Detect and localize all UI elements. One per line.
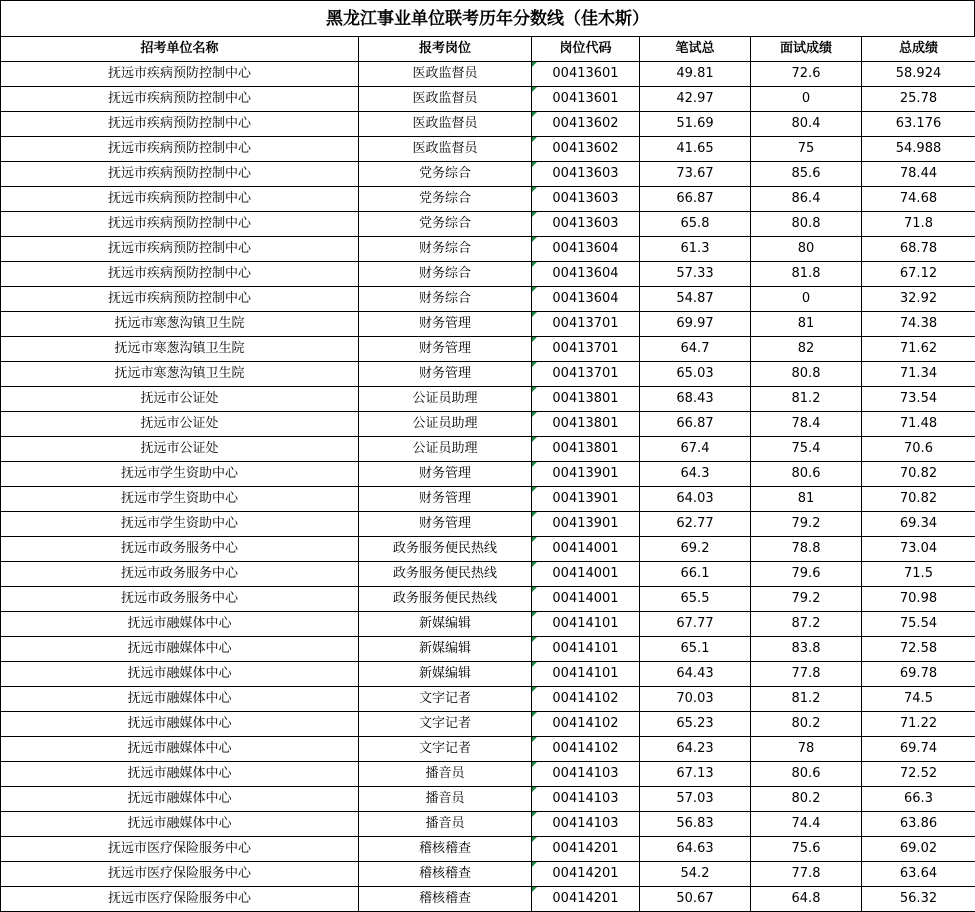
interview-score-cell: 81.2 bbox=[751, 687, 862, 712]
total-score-cell: 70.82 bbox=[862, 462, 975, 487]
unit-name-cell: 抚远市融媒体中心 bbox=[1, 812, 359, 837]
unit-name-cell: 抚远市疾病预防控制中心 bbox=[1, 287, 359, 312]
total-score-cell: 74.38 bbox=[862, 312, 975, 337]
unit-name-cell: 抚远市医疗保险服务中心 bbox=[1, 837, 359, 862]
header-position-code: 岗位代码 bbox=[532, 37, 640, 62]
position-cell: 财务管理 bbox=[359, 512, 532, 537]
interview-score-cell: 85.6 bbox=[751, 162, 862, 187]
total-score-cell: 69.78 bbox=[862, 662, 975, 687]
interview-score-cell: 81.8 bbox=[751, 262, 862, 287]
total-score-cell: 54.988 bbox=[862, 137, 975, 162]
written-score-cell: 65.03 bbox=[640, 362, 751, 387]
table-row bbox=[1, 887, 975, 912]
unit-name-cell: 抚远市政务服务中心 bbox=[1, 562, 359, 587]
position-cell: 医政监督员 bbox=[359, 87, 532, 112]
table-row bbox=[1, 687, 975, 712]
written-score-cell: 64.3 bbox=[640, 462, 751, 487]
table-row bbox=[1, 712, 975, 737]
interview-score-cell: 75.4 bbox=[751, 437, 862, 462]
interview-score-cell: 86.4 bbox=[751, 187, 862, 212]
unit-name-cell: 抚远市融媒体中心 bbox=[1, 637, 359, 662]
table-row bbox=[1, 162, 975, 187]
position-code-cell: 00413901 bbox=[532, 462, 640, 487]
table-row bbox=[1, 512, 975, 537]
unit-name-cell: 抚远市公证处 bbox=[1, 437, 359, 462]
position-code-cell: 00414001 bbox=[532, 562, 640, 587]
unit-name-cell: 抚远市公证处 bbox=[1, 387, 359, 412]
interview-score-cell: 80 bbox=[751, 237, 862, 262]
position-cell: 医政监督员 bbox=[359, 62, 532, 87]
table-row bbox=[1, 412, 975, 437]
table-row bbox=[1, 837, 975, 862]
table-row bbox=[1, 662, 975, 687]
position-cell: 医政监督员 bbox=[359, 112, 532, 137]
table-row bbox=[1, 637, 975, 662]
position-cell: 文字记者 bbox=[359, 737, 532, 762]
unit-name-cell: 抚远市疾病预防控制中心 bbox=[1, 262, 359, 287]
position-code-cell: 00413603 bbox=[532, 212, 640, 237]
position-cell: 新媒编辑 bbox=[359, 662, 532, 687]
table-row bbox=[1, 462, 975, 487]
interview-score-cell: 82 bbox=[751, 337, 862, 362]
written-score-cell: 42.97 bbox=[640, 87, 751, 112]
unit-name-cell: 抚远市学生资助中心 bbox=[1, 512, 359, 537]
position-cell: 文字记者 bbox=[359, 687, 532, 712]
table-row bbox=[1, 137, 975, 162]
interview-score-cell: 78.8 bbox=[751, 537, 862, 562]
header-written-score: 笔试总 bbox=[640, 37, 751, 62]
unit-name-cell: 抚远市疾病预防控制中心 bbox=[1, 237, 359, 262]
position-cell: 播音员 bbox=[359, 762, 532, 787]
total-score-cell: 71.62 bbox=[862, 337, 975, 362]
written-score-cell: 67.13 bbox=[640, 762, 751, 787]
score-table bbox=[0, 36, 975, 912]
total-score-cell: 74.68 bbox=[862, 187, 975, 212]
total-score-cell: 69.02 bbox=[862, 837, 975, 862]
interview-score-cell: 79.6 bbox=[751, 562, 862, 587]
interview-score-cell: 77.8 bbox=[751, 862, 862, 887]
table-row bbox=[1, 587, 975, 612]
written-score-cell: 41.65 bbox=[640, 137, 751, 162]
total-score-cell: 70.6 bbox=[862, 437, 975, 462]
position-cell: 医政监督员 bbox=[359, 137, 532, 162]
position-cell: 新媒编辑 bbox=[359, 612, 532, 637]
position-code-cell: 00414201 bbox=[532, 862, 640, 887]
total-score-cell: 71.22 bbox=[862, 712, 975, 737]
position-code-cell: 00413602 bbox=[532, 137, 640, 162]
position-code-cell: 00413801 bbox=[532, 437, 640, 462]
unit-name-cell: 抚远市融媒体中心 bbox=[1, 762, 359, 787]
total-score-cell: 32.92 bbox=[862, 287, 975, 312]
table-row bbox=[1, 337, 975, 362]
interview-score-cell: 80.6 bbox=[751, 462, 862, 487]
table-row bbox=[1, 87, 975, 112]
written-score-cell: 67.4 bbox=[640, 437, 751, 462]
unit-name-cell: 抚远市融媒体中心 bbox=[1, 612, 359, 637]
position-code-cell: 00414102 bbox=[532, 712, 640, 737]
unit-name-cell: 抚远市寒葱沟镇卫生院 bbox=[1, 362, 359, 387]
position-code-cell: 00413801 bbox=[532, 387, 640, 412]
total-score-cell: 74.5 bbox=[862, 687, 975, 712]
total-score-cell: 63.86 bbox=[862, 812, 975, 837]
position-cell: 财务管理 bbox=[359, 462, 532, 487]
written-score-cell: 69.97 bbox=[640, 312, 751, 337]
interview-score-cell: 79.2 bbox=[751, 512, 862, 537]
unit-name-cell: 抚远市公证处 bbox=[1, 412, 359, 437]
written-score-cell: 69.2 bbox=[640, 537, 751, 562]
written-score-cell: 56.83 bbox=[640, 812, 751, 837]
total-score-cell: 25.78 bbox=[862, 87, 975, 112]
position-code-cell: 00413701 bbox=[532, 312, 640, 337]
table-row bbox=[1, 562, 975, 587]
position-cell: 财务管理 bbox=[359, 487, 532, 512]
written-score-cell: 65.1 bbox=[640, 637, 751, 662]
total-score-cell: 68.78 bbox=[862, 237, 975, 262]
total-score-cell: 71.5 bbox=[862, 562, 975, 587]
position-code-cell: 00414101 bbox=[532, 662, 640, 687]
position-code-cell: 00413603 bbox=[532, 187, 640, 212]
header-row bbox=[1, 37, 975, 62]
interview-score-cell: 75 bbox=[751, 137, 862, 162]
written-score-cell: 66.87 bbox=[640, 412, 751, 437]
unit-name-cell: 抚远市融媒体中心 bbox=[1, 687, 359, 712]
total-score-cell: 56.32 bbox=[862, 887, 975, 912]
table-row bbox=[1, 487, 975, 512]
total-score-cell: 63.176 bbox=[862, 112, 975, 137]
written-score-cell: 57.33 bbox=[640, 262, 751, 287]
interview-score-cell: 78 bbox=[751, 737, 862, 762]
position-cell: 公证员助理 bbox=[359, 387, 532, 412]
total-score-cell: 71.34 bbox=[862, 362, 975, 387]
position-cell: 财务管理 bbox=[359, 362, 532, 387]
interview-score-cell: 74.4 bbox=[751, 812, 862, 837]
position-cell: 播音员 bbox=[359, 812, 532, 837]
interview-score-cell: 80.2 bbox=[751, 712, 862, 737]
table-row bbox=[1, 287, 975, 312]
table-row bbox=[1, 212, 975, 237]
table-row bbox=[1, 862, 975, 887]
interview-score-cell: 83.8 bbox=[751, 637, 862, 662]
position-cell: 文字记者 bbox=[359, 712, 532, 737]
total-score-cell: 73.54 bbox=[862, 387, 975, 412]
interview-score-cell: 78.4 bbox=[751, 412, 862, 437]
position-cell: 党务综合 bbox=[359, 212, 532, 237]
table-row bbox=[1, 312, 975, 337]
unit-name-cell: 抚远市寒葱沟镇卫生院 bbox=[1, 337, 359, 362]
unit-name-cell: 抚远市疾病预防控制中心 bbox=[1, 187, 359, 212]
interview-score-cell: 81.2 bbox=[751, 387, 862, 412]
position-code-cell: 00413604 bbox=[532, 237, 640, 262]
table-row bbox=[1, 237, 975, 262]
position-cell: 稽核稽查 bbox=[359, 837, 532, 862]
table-row bbox=[1, 737, 975, 762]
position-cell: 稽核稽查 bbox=[359, 887, 532, 912]
position-code-cell: 00413701 bbox=[532, 337, 640, 362]
total-score-cell: 63.64 bbox=[862, 862, 975, 887]
unit-name-cell: 抚远市疾病预防控制中心 bbox=[1, 137, 359, 162]
table-row bbox=[1, 612, 975, 637]
position-cell: 公证员助理 bbox=[359, 412, 532, 437]
total-score-cell: 75.54 bbox=[862, 612, 975, 637]
position-code-cell: 00413901 bbox=[532, 487, 640, 512]
unit-name-cell: 抚远市政务服务中心 bbox=[1, 537, 359, 562]
position-code-cell: 00414001 bbox=[532, 537, 640, 562]
unit-name-cell: 抚远市寒葱沟镇卫生院 bbox=[1, 312, 359, 337]
position-code-cell: 00413602 bbox=[532, 112, 640, 137]
total-score-cell: 72.52 bbox=[862, 762, 975, 787]
total-score-cell: 78.44 bbox=[862, 162, 975, 187]
written-score-cell: 65.8 bbox=[640, 212, 751, 237]
position-cell: 政务服务便民热线 bbox=[359, 537, 532, 562]
written-score-cell: 54.87 bbox=[640, 287, 751, 312]
position-cell: 新媒编辑 bbox=[359, 637, 532, 662]
written-score-cell: 66.1 bbox=[640, 562, 751, 587]
unit-name-cell: 抚远市疾病预防控制中心 bbox=[1, 62, 359, 87]
written-score-cell: 66.87 bbox=[640, 187, 751, 212]
header-interview-score: 面试成绩 bbox=[751, 37, 862, 62]
position-code-cell: 00414001 bbox=[532, 587, 640, 612]
position-code-cell: 00414103 bbox=[532, 812, 640, 837]
interview-score-cell: 0 bbox=[751, 287, 862, 312]
written-score-cell: 64.03 bbox=[640, 487, 751, 512]
unit-name-cell: 抚远市疾病预防控制中心 bbox=[1, 112, 359, 137]
table-row bbox=[1, 762, 975, 787]
interview-score-cell: 77.8 bbox=[751, 662, 862, 687]
position-cell: 财务综合 bbox=[359, 237, 532, 262]
interview-score-cell: 81 bbox=[751, 487, 862, 512]
interview-score-cell: 75.6 bbox=[751, 837, 862, 862]
position-code-cell: 00413604 bbox=[532, 287, 640, 312]
total-score-cell: 71.8 bbox=[862, 212, 975, 237]
position-code-cell: 00413701 bbox=[532, 362, 640, 387]
table-row bbox=[1, 787, 975, 812]
position-code-cell: 00414102 bbox=[532, 687, 640, 712]
unit-name-cell: 抚远市融媒体中心 bbox=[1, 712, 359, 737]
interview-score-cell: 80.6 bbox=[751, 762, 862, 787]
unit-name-cell: 抚远市学生资助中心 bbox=[1, 462, 359, 487]
interview-score-cell: 0 bbox=[751, 87, 862, 112]
position-cell: 财务管理 bbox=[359, 337, 532, 362]
header-unit-name: 招考单位名称 bbox=[1, 37, 359, 62]
table-row bbox=[1, 262, 975, 287]
interview-score-cell: 80.8 bbox=[751, 362, 862, 387]
total-score-cell: 73.04 bbox=[862, 537, 975, 562]
table-row bbox=[1, 537, 975, 562]
total-score-cell: 69.74 bbox=[862, 737, 975, 762]
total-score-cell: 70.82 bbox=[862, 487, 975, 512]
total-score-cell: 71.48 bbox=[862, 412, 975, 437]
position-code-cell: 00413801 bbox=[532, 412, 640, 437]
position-code-cell: 00414103 bbox=[532, 787, 640, 812]
unit-name-cell: 抚远市医疗保险服务中心 bbox=[1, 887, 359, 912]
table-row bbox=[1, 362, 975, 387]
unit-name-cell: 抚远市医疗保险服务中心 bbox=[1, 862, 359, 887]
written-score-cell: 51.69 bbox=[640, 112, 751, 137]
position-code-cell: 00413601 bbox=[532, 87, 640, 112]
position-cell: 政务服务便民热线 bbox=[359, 587, 532, 612]
written-score-cell: 64.63 bbox=[640, 837, 751, 862]
written-score-cell: 54.2 bbox=[640, 862, 751, 887]
position-cell: 党务综合 bbox=[359, 162, 532, 187]
position-code-cell: 00413601 bbox=[532, 62, 640, 87]
position-code-cell: 00414103 bbox=[532, 762, 640, 787]
interview-score-cell: 79.2 bbox=[751, 587, 862, 612]
table-row bbox=[1, 62, 975, 87]
interview-score-cell: 87.2 bbox=[751, 612, 862, 637]
unit-name-cell: 抚远市融媒体中心 bbox=[1, 787, 359, 812]
written-score-cell: 70.03 bbox=[640, 687, 751, 712]
unit-name-cell: 抚远市学生资助中心 bbox=[1, 487, 359, 512]
table-row bbox=[1, 437, 975, 462]
header-total-score: 总成绩 bbox=[862, 37, 975, 62]
position-code-cell: 00413901 bbox=[532, 512, 640, 537]
table-row bbox=[1, 387, 975, 412]
interview-score-cell: 64.8 bbox=[751, 887, 862, 912]
written-score-cell: 68.43 bbox=[640, 387, 751, 412]
total-score-cell: 67.12 bbox=[862, 262, 975, 287]
total-score-cell: 72.58 bbox=[862, 637, 975, 662]
written-score-cell: 49.81 bbox=[640, 62, 751, 87]
header-position: 报考岗位 bbox=[359, 37, 532, 62]
written-score-cell: 61.3 bbox=[640, 237, 751, 262]
table-row bbox=[1, 812, 975, 837]
written-score-cell: 57.03 bbox=[640, 787, 751, 812]
total-score-cell: 66.3 bbox=[862, 787, 975, 812]
written-score-cell: 64.43 bbox=[640, 662, 751, 687]
position-code-cell: 00414102 bbox=[532, 737, 640, 762]
position-code-cell: 00414201 bbox=[532, 887, 640, 912]
position-cell: 稽核稽查 bbox=[359, 862, 532, 887]
position-code-cell: 00413603 bbox=[532, 162, 640, 187]
unit-name-cell: 抚远市融媒体中心 bbox=[1, 662, 359, 687]
sheet-title: 黑龙江事业单位联考历年分数线（佳木斯） bbox=[0, 0, 975, 36]
written-score-cell: 64.7 bbox=[640, 337, 751, 362]
position-code-cell: 00414201 bbox=[532, 837, 640, 862]
table-row bbox=[1, 112, 975, 137]
written-score-cell: 50.67 bbox=[640, 887, 751, 912]
position-cell: 财务综合 bbox=[359, 262, 532, 287]
position-cell: 公证员助理 bbox=[359, 437, 532, 462]
interview-score-cell: 81 bbox=[751, 312, 862, 337]
unit-name-cell: 抚远市政务服务中心 bbox=[1, 587, 359, 612]
table-body bbox=[1, 62, 975, 912]
position-cell: 党务综合 bbox=[359, 187, 532, 212]
unit-name-cell: 抚远市疾病预防控制中心 bbox=[1, 162, 359, 187]
position-code-cell: 00414101 bbox=[532, 612, 640, 637]
written-score-cell: 73.67 bbox=[640, 162, 751, 187]
total-score-cell: 69.34 bbox=[862, 512, 975, 537]
position-code-cell: 00414101 bbox=[532, 637, 640, 662]
unit-name-cell: 抚远市融媒体中心 bbox=[1, 737, 359, 762]
written-score-cell: 65.5 bbox=[640, 587, 751, 612]
total-score-cell: 58.924 bbox=[862, 62, 975, 87]
unit-name-cell: 抚远市疾病预防控制中心 bbox=[1, 87, 359, 112]
total-score-cell: 70.98 bbox=[862, 587, 975, 612]
position-cell: 政务服务便民热线 bbox=[359, 562, 532, 587]
written-score-cell: 67.77 bbox=[640, 612, 751, 637]
unit-name-cell: 抚远市疾病预防控制中心 bbox=[1, 212, 359, 237]
written-score-cell: 64.23 bbox=[640, 737, 751, 762]
interview-score-cell: 80.8 bbox=[751, 212, 862, 237]
table-row bbox=[1, 187, 975, 212]
position-cell: 财务管理 bbox=[359, 312, 532, 337]
interview-score-cell: 72.6 bbox=[751, 62, 862, 87]
written-score-cell: 65.23 bbox=[640, 712, 751, 737]
interview-score-cell: 80.4 bbox=[751, 112, 862, 137]
position-cell: 财务综合 bbox=[359, 287, 532, 312]
written-score-cell: 62.77 bbox=[640, 512, 751, 537]
position-code-cell: 00413604 bbox=[532, 262, 640, 287]
interview-score-cell: 80.2 bbox=[751, 787, 862, 812]
position-cell: 播音员 bbox=[359, 787, 532, 812]
